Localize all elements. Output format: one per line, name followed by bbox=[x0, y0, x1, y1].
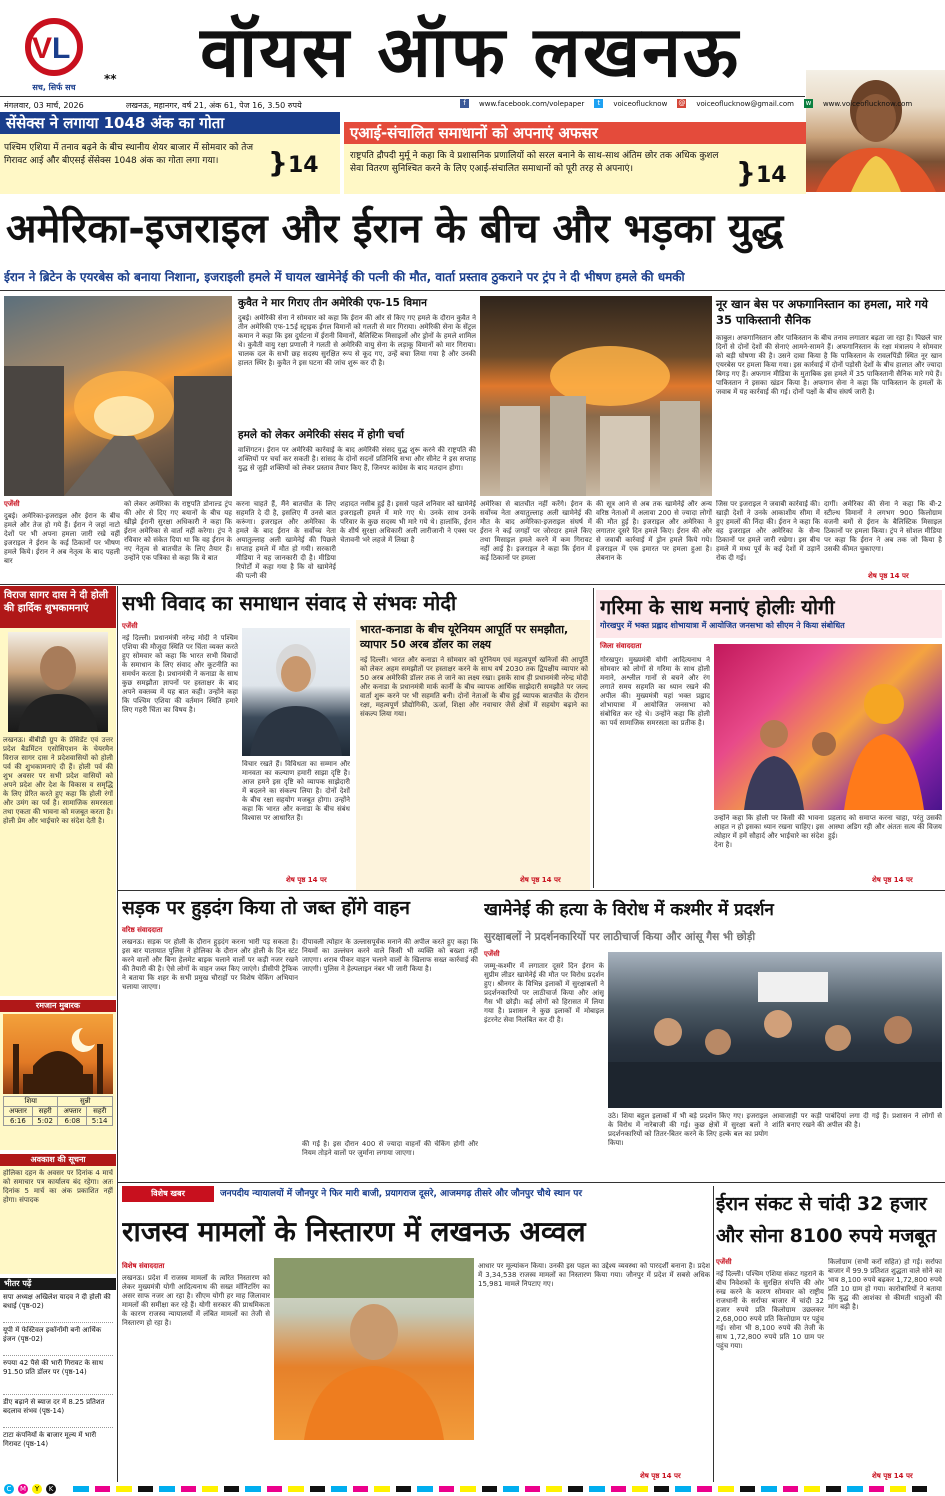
teaser-sensex-page: }14 bbox=[268, 146, 319, 179]
color-swatch bbox=[718, 1486, 734, 1492]
color-swatch bbox=[159, 1486, 175, 1492]
courts-headline: राजस्व मामलों के निस्तारण में लखनऊ अव्वल bbox=[122, 1215, 586, 1248]
vehicles-body-1: लखनऊ। सड़क पर होली के दौरान हुड़दंग करना भारी पड़ सकता है। इस बार यातायात पुलिस ने होलिका के दौरान और होली के दिन स्टंट करने वालों और बिना हेलमेट बाइक चलाने वालों पर कड़ी नजर रखने की तैयारी की है। ऐसे लोगों के वाहन जब्त किए जाएंगे। डीसीपी ट्रैफिक ने बताया कि शहर के सभी प्रमुख चौराहों पर विशेष चेकिंग अभियान चलाया जाएगा। bbox=[122, 938, 298, 991]
lead-body-6: की सूत्र आने से अब तक खामेनेई और अन्य वरिष्ठ नेताओं में अलावा 200 से ज्यादा लोगों की मौत हुई है। इजराइल और अमेरिका ने लगातार दूसरे दिन हमले किए। ईरान की ओर से जवाबी कार्रवाई में ड्रोन हमले किये गये। इजराइल में एक इमारत पर हमला हुआ है। लेबनान के bbox=[596, 500, 712, 562]
vehicles-byline: वरिष्ठ संवाददाता bbox=[122, 926, 163, 934]
color-swatch bbox=[224, 1486, 240, 1492]
color-swatch bbox=[525, 1486, 541, 1492]
twitter-icon: t bbox=[594, 99, 603, 108]
dateline: मंगलवार, 03 मार्च, 2026 bbox=[4, 101, 84, 110]
lead-continued[interactable]: शेष पृष्ठ 14 पर bbox=[868, 572, 909, 580]
logo-tagline: सच, सिर्फ सच bbox=[32, 83, 76, 92]
social-bar bbox=[460, 99, 912, 108]
teaser-ai-page: }14 bbox=[736, 156, 787, 189]
lead-photo-1 bbox=[4, 296, 232, 496]
lead-body-8: दागीं। अमेरिका की सेना ने कहा कि बी-2 स्टील्थ विमानों ने लगभग 900 किलोग्राम वजनी बमों से ईरान के बैलिस्टिक मिसाइल ठिकानों पर हमला किया। ट्रंप ने सोशल मीडिया पर कहा कि ईरान ने अब तक जो किया है उसकी कीमत चुकाएगा। bbox=[824, 500, 942, 553]
website-link[interactable]: www.voiceoflucknow.com bbox=[822, 99, 913, 108]
inside-title: भीतर पढ़ें bbox=[0, 1278, 116, 1290]
lead-body-5: अमेरिका से बातचीत नहीं करेंगे। ईरान के सर्वोच्च नेता अयातुल्लाह अली खामेनेई की मौत के बाद अमेरिका-इजराइल संघर्ष में ईरान ने कई जगहों पर जोरदार हमले किए तथा मिसाइल हमले करने में कम गिरावट नहीं आई है। इजराइल ने कहा कि ईरान में कई ठिकानों पर हमला bbox=[480, 500, 592, 562]
color-swatch bbox=[847, 1486, 863, 1492]
lead-body-3: करना चाहते हैं, मैंने बातचीत के लिए सहमति दे दी है, इसलिए मैं उनसे बात करूंगा। इजराइल और अमेरिका के हमले के बाद ईरान के सर्वोच्च नेता अयातुल्लाह अली खामेनेई की पिछले सप्ताह हमले में मौत हो गयी। सरकारी मीडिया ने यह जानकारी दी है। मीडिया रिपोर्टों में कहा गया है कि वो खामेनेई की पत्नी की bbox=[236, 500, 336, 580]
color-swatch bbox=[245, 1486, 261, 1492]
color-swatch bbox=[804, 1486, 820, 1492]
vehicles-headline: सड़क पर हुड़दंग किया तो जब्त होंगे वाहन bbox=[122, 897, 410, 919]
lead-body-2: को लेकर अमेरिका के राष्ट्रपति डोनाल्ड ट्रंप की ओर से दिए गए बयानों के बीच यह खीझे ईरानी सुरक्षा अधिकारी ने कहा कि ईरान अमेरिका से वार्ता नहीं करेगा। ट्रंप ने रविवार को संकेत दिया था कि वह ईरान के नए नेतृत्व से बातचीत के लिए तैयार हैं। उन्होंने एक पत्रिका से कहा कि वे बात bbox=[124, 500, 232, 562]
courts-body-1: लखनऊ। प्रदेश में राजस्व मामलों के त्वरित निस्तारण को लेकर मुख्यमंत्री योगी आदित्यनाथ की सख्त मॉनिटरिंग का असर साफ नजर आ रहा है। सीएम योगी हर माह जिलावार मामलों की समीक्षा कर रहे हैं। योगी सरकार की प्राथमिकता के कारण राजस्व न्यायालयों में लंबित मामलों का तेजी से निस्तारण हो रहा है। bbox=[122, 1274, 270, 1327]
cmyk-y: Y bbox=[32, 1484, 42, 1494]
teaser-sensex-body: पश्चिम एशिया में तनाव बढ़ने के बीच स्थानीय शेयर बाजार में सोमवार को तेज गिरावट आई और बीएसई सेंसेक्स 1048 अंक का गोता लगा गया। bbox=[4, 143, 254, 166]
svg-text:V: V bbox=[32, 32, 53, 65]
facebook-icon: f bbox=[460, 99, 469, 108]
color-swatch bbox=[589, 1486, 605, 1492]
color-swatch bbox=[761, 1486, 777, 1492]
silver-continued[interactable]: शेष पृष्ठ 14 पर bbox=[872, 1472, 913, 1480]
silver-body-1: नई दिल्ली। पश्चिम एशिया संकट गहराने के बीच निवेशकों के सुरक्षित संपत्ति की ओर रुख करने के कारण सोमवार को राष्ट्रीय राजधानी के सर्राफा बाजार में चांदी 32 हजार रुपये प्रति किलोग्राम उछलकर 2,68,000 रुपये प्रति किलोग्राम पर पहुंच गई। सोना भी 8,100 रुपये की तेजी के साथ 1,72,800 रुपये प्रति 10 ग्राम पर पहुंच गया। bbox=[716, 1270, 824, 1350]
color-swatch bbox=[654, 1486, 670, 1492]
color-swatch bbox=[374, 1486, 390, 1492]
silver-body-2: किलोग्राम (सभी करों सहित) हो गई। सर्राफा बाजार में 99.9 प्रतिशत शुद्धता वाले सोने का भाव 8,100 रुपये बढ़कर 1,72,800 रुपये प्रति 10 ग्राम हो गया। कारोबारियों ने बताया कि युद्ध की आशंका से कीमती धातुओं की मांग बढ़ी है। bbox=[828, 1258, 942, 1311]
lead-headline: अमेरिका-इजराइल और ईरान के बीच और भड़का युद्ध bbox=[6, 206, 784, 252]
teaser-sensex[interactable] bbox=[0, 112, 340, 194]
masthead-logo bbox=[8, 18, 100, 92]
president-photo bbox=[806, 70, 945, 192]
color-swatch bbox=[181, 1486, 197, 1492]
color-swatch bbox=[73, 1486, 89, 1492]
modi-photo bbox=[242, 628, 350, 756]
color-swatch bbox=[396, 1486, 412, 1492]
holiday-notice bbox=[0, 1154, 116, 1274]
holi-subhead: गोरखपुर में भक्त प्रह्लाद शोभायात्रा में आयोजित जनसभा को सीएम ने किया संबोधित bbox=[600, 621, 845, 630]
modi-continued[interactable]: शेष पृष्ठ 14 पर bbox=[286, 876, 327, 884]
holi-body-1: गोरखपुर। मुख्यमंत्री योगी आदित्यनाथ ने सोमवार को लोगों से गरिमा के साथ होली मनाने, अश्लील गानों से बचने और रंग लगाते समय सहमति का ध्यान रखने की अपील की। मुख्यमंत्री यहां भक्त प्रह्लाद शोभायात्रा में आयोजित जनसभा को संबोधित कर रहे थे। उन्होंने कहा कि होली का पर्व सामाजिक समरसता का प्रतीक है। bbox=[600, 656, 710, 727]
print-marks bbox=[4, 1484, 56, 1494]
color-swatch bbox=[95, 1486, 111, 1492]
modi-body-2: विचार रखते हैं। विविधता का सम्मान और मानवता का कल्याण हमारी साझा दृष्टि है। आज हमने इस दृष्टि को व्यापक साझेदारी में बदलने का संकल्प लिया है। दोनों देशों के बीच रक्षा सहयोग मजबूत होगा। उन्होंने कहा कि भारत और कनाडा के बीच संबंध विश्वास पर आधारित हैं। bbox=[242, 760, 350, 822]
color-swatch bbox=[417, 1486, 433, 1492]
ramzan-h2: सहरी bbox=[32, 1107, 58, 1117]
person-icon bbox=[242, 628, 350, 756]
vehicles-body-3: की गई है। इस दौरान 400 से ज्यादा वाहनों की चेकिंग होगी और नियम तोड़ने वालों पर जुर्माना लगाया जाएगा। bbox=[302, 1140, 478, 1157]
mosque-icon bbox=[3, 1014, 113, 1094]
color-swatch bbox=[331, 1486, 347, 1492]
twitter-link[interactable]: voiceoflucknow bbox=[613, 99, 668, 108]
kashmir-body-3: आवाजाही पर कड़ी पाबंदियां लगा दी गई हैं। प्रशासन ने लोगों से शांति बनाए रखने की अपील की है। bbox=[772, 1112, 942, 1129]
color-swatch bbox=[869, 1486, 885, 1492]
color-swatch bbox=[783, 1486, 799, 1492]
kashmir-subhead: सुरक्षाबलों ने प्रदर्शनकारियों पर लाठीचार्ज किया और आंसू गैस भी छोड़ी bbox=[484, 931, 756, 943]
ramzan-table bbox=[3, 1096, 113, 1126]
color-swatch bbox=[288, 1486, 304, 1492]
modi-body-1: नई दिल्ली। प्रधानमंत्री नरेन्द्र मोदी ने पश्चिम एशिया की मौजूदा स्थिति पर चिंता व्यक्त करते हुए सोमवार को कहा कि भारत सभी विवादों के समाधान के लिए संवाद और कूटनीति का समर्थन करता है। प्रधानमंत्री ने कनाडा के साथ कुछ समझौता ज्ञापनों पर हस्ताक्षर के बाद अपने वक्तव्य में यह बात कही। उन्होंने कहा कि पश्चिम एशिया की वर्तमान स्थिति हमारे लिए गहरी चिंता का विषय है। bbox=[122, 634, 238, 714]
modi-byline: एजेंसी bbox=[122, 622, 138, 630]
holi-photo bbox=[714, 644, 942, 810]
holi-body-3: प्रहलाद को समाप्त करना चाहा, परंतु उसकी आस्था अडिग रही और अंततः सत्य की विजय हुई। bbox=[828, 814, 942, 840]
color-swatch bbox=[482, 1486, 498, 1492]
facebook-link[interactable]: www.facebook.com/volepaper bbox=[479, 99, 585, 108]
courts-continued[interactable]: शेष पृष्ठ 14 पर bbox=[640, 1472, 681, 1480]
ramzan-v3: 6:08 bbox=[58, 1117, 87, 1126]
uranium-body: नई दिल्ली। भारत और कनाडा ने सोमवार को यूरेनियम एवं महत्वपूर्ण खनिजों की आपूर्ति को लेकर अहम समझौतों पर हस्ताक्षर करने के साथ वर्ष 2030 तक द्विपक्षीय व्यापार को 50 अरब अमेरिकी डॉलर तक ले जाने का लक्ष्य रखा। इसके साथ ही प्रधानमंत्री नरेन्द्र मोदी और कनाडा के प्रधानमंत्री मार्क कार्नी के बीच व्यापक आर्थिक साझेदारी समझौते पर जल्द वार्ता शुरू करने पर भी सहमति बनी। दोनों नेताओं के बीच हुई व्यापक बातचीत के दौरान रक्षा, महत्वपूर्ण प्रौद्योगिकी, ऊर्जा, शिक्षा और नवाचार जैसे क्षेत्रों में सहयोग बढ़ाने का संकल्प लिया गया। bbox=[360, 656, 588, 718]
color-swatch bbox=[826, 1486, 842, 1492]
logo-icon bbox=[8, 18, 100, 76]
color-swatch bbox=[267, 1486, 283, 1492]
cmyk-c: C bbox=[4, 1484, 14, 1494]
color-swatch bbox=[116, 1486, 132, 1492]
holiday-title: अवकाश की सूचना bbox=[0, 1154, 116, 1166]
mosque-graphic bbox=[3, 1014, 113, 1094]
color-swatch bbox=[675, 1486, 691, 1492]
kashmir-byline: एजेंसी bbox=[484, 950, 500, 958]
kashmir-body-1: जम्मू-कश्मीर में लगातार दूसरे दिन ईरान के सुप्रीम लीडर खामेनेई की मौत पर विरोध प्रदर्शन हुए। श्रीनगर के विभिन्न इलाकों में सुरक्षाबलों ने प्रदर्शनकारियों पर लाठीचार्ज किया और आंसू गैस भी छोड़ी। कई लोगों को हिरासत में लिया गया है। प्रशासन ने कुछ इलाकों में मोबाइल इंटरनेट सेवा निलंबित कर दी है। bbox=[484, 962, 604, 1024]
color-swatch bbox=[503, 1486, 519, 1492]
person-icon bbox=[274, 1258, 474, 1440]
crowd-icon bbox=[714, 644, 942, 810]
kashmir-headline: खामेनेई की हत्या के विरोध में कश्मीर में प्रदर्शन bbox=[484, 900, 774, 920]
lead-body-4: शहादत नसीब हुई है। इससे पहले शनिवार को खामेनेई इजराइली हमले में मारे गए थे। उनके साथ उनके परिवार के कुछ सदस्य भी मारे गये थे। हालांकि, ईरान के शीर्ष सुरक्षा अधिकारी अली लारीजानी ने एक्स पर चेतावनी भरे लहजे में लिखा है bbox=[340, 500, 476, 544]
cmyk-k: K bbox=[46, 1484, 56, 1494]
ramzan-h4: सहरी bbox=[87, 1107, 113, 1117]
kuwait-headline: कुवैत ने मार गिराए तीन अमेरिकी एफ-15 विमान bbox=[238, 297, 427, 309]
courts-kicker: विशेष खबर bbox=[122, 1186, 214, 1202]
svg-text:L: L bbox=[52, 32, 71, 65]
color-swatch bbox=[310, 1486, 326, 1492]
holi-byline: जिला संवाददाता bbox=[600, 642, 642, 650]
masthead-title: वॉयस ऑफ लखनऊ bbox=[200, 11, 740, 93]
kuwait-body: दुबई। अमेरिकी सेना ने सोमवार को कहा कि ईरान की ओर से किए गए हमले के दौरान कुवैत ने तीन अमेरिकी एफ-15ई स्ट्राइक ईगल विमानों को गलती से मार गिराया। अमेरिकी सेना के सेंट्रल कमान ने कहा कि इस दुर्घटना में ईरानी विमानों, बैलिस्टिक मिसाइलों और ड्रोनों के हमले शामिल थे। कुवैती वायु रक्षा प्रणाली ने गलती से अमेरिकी वायु सेना के लड़ाकू विमानों को मार गिराया। चालक दल के सभी छह सदस्य सुरक्षित रूप से कूद गए, उन्हें बचा लिया गया है और उनकी हालत स्थिर है। कुवैत ने इस घटना की जांच शुरू कर दी है। bbox=[238, 314, 476, 367]
senate-body: वाशिंगटन। ईरान पर अमेरिकी कार्रवाई के बाद अमेरिकी संसद युद्ध शुरू करने की राष्ट्रपति की शक्तियों पर चर्चा कर सकती है। सांसद के दोनों सदनों प्रतिनिधि सभा और सीनेट ने इस सप्ताह युद्ध से जुड़ी शक्तियों को लेकर प्रस्ताव तैयार किए हैं, जिनपर कांग्रेस के बाद मतदान होगा। bbox=[238, 446, 476, 472]
ramzan-col-sunni: सुन्नी bbox=[58, 1097, 113, 1107]
lead-body-7: जिस पर इजराइल ने जवाबी कार्रवाई की। खाड़ी देशों ने उनके आकाशीय सीमा में हुए हमलों की निंदा की। ईरान ने कहा कि वह इजराइल और अमेरिका के सैन्य ठिकानों पर हमले जारी रखेगा। इस बीच हमले में मध्य पूर्व के कई देशों में उड़ानें रोक दी गई। bbox=[716, 500, 820, 562]
kashmir-photo bbox=[608, 952, 942, 1108]
holi-headline: गरिमा के साथ मनाएं होलीः योगी bbox=[600, 595, 835, 619]
person-icon bbox=[8, 632, 108, 732]
teaser-ai[interactable] bbox=[344, 122, 806, 194]
birthday-body: लखनऊ। बीबीडी ग्रुप के प्रेसिडेंट एवं उत्तर प्रदेश बैडमिंटन एसोसिएशन के चेयरमैन विराज सागर दास ने प्रदेशवासियों को होली पर्व की शुभकामनाएं दी हैं। होली पर्व की शुभ अवसर पर सभी प्रदेश वासियों को अपने प्रदेश और देश के विकास व समृद्धि के लिए प्रेरित करते हुए कहा कि होली रंगों और उमंग का पर्व है। सामाजिक समरसता तथा एकता की भावना को मजबूत करता है। होली प्रेम और भाईचारे का संदेश देती है। bbox=[3, 736, 113, 825]
teaser-sensex-headline: सेंसेक्स ने लगाया 1048 अंक का गोता bbox=[0, 112, 340, 134]
color-swatch bbox=[611, 1486, 627, 1492]
ramzan-v4: 5:14 bbox=[87, 1117, 113, 1126]
ramzan-h1: अफ्तार bbox=[4, 1107, 33, 1117]
holiday-body: होलिका दहन के अवसर पर दिनांक 4 मार्च को समाचार पत्र कार्यालय बंद रहेगा। अतः दिनांक 5 मार्च का अंक प्रकाशित नहीं होगा। संपादक bbox=[3, 1169, 113, 1204]
color-swatch bbox=[697, 1486, 713, 1492]
inside-box bbox=[0, 1278, 116, 1482]
color-swatch bbox=[202, 1486, 218, 1492]
inside-item-4[interactable]: डीए बढ़ाने से ब्याज दर में 8.25 प्रतिशत बदलाव संभव (पृष्ठ-14) bbox=[3, 1398, 113, 1428]
city-blast-icon bbox=[480, 296, 712, 496]
color-swatch bbox=[568, 1486, 584, 1492]
teaser-ai-headline: एआई-संचालित समाधानों को अपनाएं अफसर bbox=[344, 122, 806, 144]
holi-body-2: उन्होंने कहा कि होली पर किसी की भावना आहत न हो इसका ध्यान रखना चाहिए। इस त्योहार में हमें सौहार्द और भाईचारे का संदेश देना है। bbox=[714, 814, 824, 849]
lead-subhead: ईरान ने ब्रिटेन के एयरबेस को बनाया निशाना, इजराइली हमले में घायल खामेनेई की पत्नी की मौत, वार्ता प्रस्ताव ठुकराने पर ट्रंप ने दी भीषण हमले की धमकी bbox=[4, 270, 685, 284]
inside-item-5[interactable]: टाटा कंपनियों के बाजार मूल्य में भारी गिरावट (पृष्ठ-14) bbox=[3, 1431, 97, 1448]
edition-info: लखनऊ, महानगर, वर्ष 21, अंक 61, पेज 16, 3.50 रुपये bbox=[126, 101, 302, 110]
nurkhan-body: काबुल। अफगानिस्तान और पाकिस्तान के बीच तनाव लगातार बढ़ता जा रहा है। पिछले चार दिनों से दोनों देशों की सेनाएं आमने-सामने हैं। अफगानिस्तान के रक्षा मंत्रालय ने सोमवार को बड़ी घोषणा की है। उसने दावा किया है कि पाकिस्तान के रावलपिंडी स्थित नूर खान एयरबेस पर हमला किया गया। इस कार्रवाई में दोनों पड़ोसी देशों के बीच हालात और ज्यादा बिगड़ गए हैं। अफगान मीडिया के मुताबिक इस हमले में 35 पाकिस्तानी सैनिक मारे गये हैं। पाकिस्तान ने इसका खंडन किया है। अफगान सेना ने कहा कि पाकिस्तान के हमलों के जवाब में यह कार्रवाई की गई। दोनों पक्षों के बीच संघर्ष जारी है। bbox=[716, 334, 942, 396]
ramzan-col-shia: शिया bbox=[4, 1097, 58, 1107]
color-swatch bbox=[740, 1486, 756, 1492]
color-swatch bbox=[460, 1486, 476, 1492]
vehicles-body-2: दीपावली त्योहार के उल्लासपूर्वक मनाने की अपील करते हुए कहा कि नियमों का उल्लंघन करने वाले किसी भी व्यक्ति को बख्शा नहीं जाएगा। शराब पीकर वाहन चलाने वालों के खिलाफ सख्त कार्रवाई की जाएगी। पुलिस ने हेल्पलाइन नंबर भी जारी किया है। bbox=[302, 938, 478, 973]
uranium-continued[interactable]: शेष पृष्ठ 14 पर bbox=[520, 876, 561, 884]
color-swatch bbox=[138, 1486, 154, 1492]
courts-body-2: आधार पर मूल्यांकन किया। उनकी इस पहल का उद्देश्य व्यवस्था को पारदर्शी बनाना है। प्रदेश में 3,34,538 राजस्व मामलों का निस्तारण किया गया। जौनपुर में प्रदेश में सबसे अधिक 15,981 मामले निपटाए गए। bbox=[478, 1262, 710, 1288]
color-swatch bbox=[353, 1486, 369, 1492]
kashmir-body-2: उठे। शिया बहुल इलाकों में भी बड़े प्रदर्शन किए गए। इजराइल के विरोध में नारेबाजी की गई। कुछ क्षेत्रों में सुरक्षा बलों ने प्रदर्शनकारियों को तितर-बितर करने के लिए हल्के बल का प्रयोग किया। bbox=[608, 1112, 768, 1147]
fire-street-icon bbox=[4, 296, 232, 496]
color-swatch bbox=[912, 1486, 928, 1492]
teaser-ai-body: राष्ट्रपति द्रौपदी मुर्मू ने कहा कि वे प्रशासनिक प्रणालियों को सरल बनाने के साथ-साथ अंतिम छोर तक अधिक कुशल सेवा वितरण सुनिश्चित करने के लिए एआई-संचालित समाधानों को पूरी तरह से अपनाएं। bbox=[350, 151, 719, 174]
color-swatch bbox=[546, 1486, 562, 1492]
courts-byline: विशेष संवाददाता bbox=[122, 1262, 165, 1270]
email-icon: @ bbox=[678, 99, 686, 107]
protest-icon bbox=[608, 952, 942, 1108]
silver-headline: ईरान संकट से चांदी 32 हजार और सोना 8100 रुपये मजबूत bbox=[716, 1193, 937, 1247]
inside-item-2[interactable]: यूपी में फेस्टिवल इकॉनॉमी बनी आर्थिक इंजन (पृष्ठ-02) bbox=[3, 1326, 113, 1356]
modi-headline: सभी विवाद का समाधान संवाद से संभवः मोदी bbox=[122, 591, 457, 615]
nurkhan-headline: नूर खान बेस पर अफगानिस्तान का हमला, मारे गये 35 पाकिस्तानी सैनिक bbox=[716, 297, 928, 327]
color-swatch bbox=[439, 1486, 455, 1492]
web-icon: w bbox=[805, 99, 812, 107]
cmyk-m: M bbox=[19, 1485, 27, 1493]
senate-headline: हमले को लेकर अमेरिकी संसद में होगी चर्चा bbox=[238, 429, 404, 441]
portrait-icon bbox=[806, 70, 945, 192]
color-bar bbox=[70, 1486, 930, 1492]
courts-tagline: जनपदीय न्यायालयों में जौनपुर ने फिर मारी बाजी, प्रयागराज दूसरे, आजमगढ़ तीसरे और जौनपुर चौथे स्थान पर bbox=[220, 1189, 583, 1199]
color-swatch bbox=[632, 1486, 648, 1492]
color-swatch bbox=[890, 1486, 906, 1492]
ramzan-h3: अफ्तार bbox=[58, 1107, 87, 1117]
courts-photo bbox=[274, 1258, 474, 1440]
ramzan-v1: 6:16 bbox=[4, 1117, 33, 1126]
ramzan-title: रमजान मुबारक bbox=[0, 1000, 116, 1012]
ramzan-v2: 5:02 bbox=[32, 1117, 58, 1126]
silver-byline: एजेंसी bbox=[716, 1258, 732, 1266]
birthday-photo bbox=[8, 632, 108, 732]
holi-continued[interactable]: शेष पृष्ठ 14 पर bbox=[872, 876, 913, 884]
birthday-headline: विराज सागर दास ने दी होली की हार्दिक शुभकामनाएं bbox=[0, 586, 116, 628]
inside-item-3[interactable]: रुपया 42 पैसे की भारी गिरावट के साथ 91.50 प्रति डॉलर पर (पृष्ठ-14) bbox=[3, 1359, 113, 1395]
lead-byline: एजेंसी bbox=[4, 500, 20, 508]
email-link[interactable]: voiceoflucknow@gmail.com bbox=[696, 99, 794, 108]
masthead-stars: ** bbox=[104, 72, 117, 86]
uranium-headline: भारत-कनाडा के बीच यूरेनियम आपूर्ति पर समझौता, व्यापार 50 अरब डॉलर का लक्ष्य bbox=[360, 623, 569, 651]
birthday-box bbox=[0, 586, 116, 996]
lead-body-1: दुबई। अमेरिका-इजराइल और ईरान के बीच हमले और तेज हो गये हैं। ईरान ने जहां नाटो देशों पर भी अपना हमला जारी रखे वहीं इजराइल ने ईरान के कई ठिकानों पर भीषण हमले किये। ईरान ने अब नेतृत्व के बाद पहली बार bbox=[4, 512, 120, 565]
lead-photo-2 bbox=[480, 296, 712, 496]
ramzan-box bbox=[0, 1000, 116, 1150]
inside-item-1[interactable]: सपा अध्यक्ष अखिलेश यादव ने दी होली की बधाई (पृष्ठ-02) bbox=[3, 1293, 113, 1323]
